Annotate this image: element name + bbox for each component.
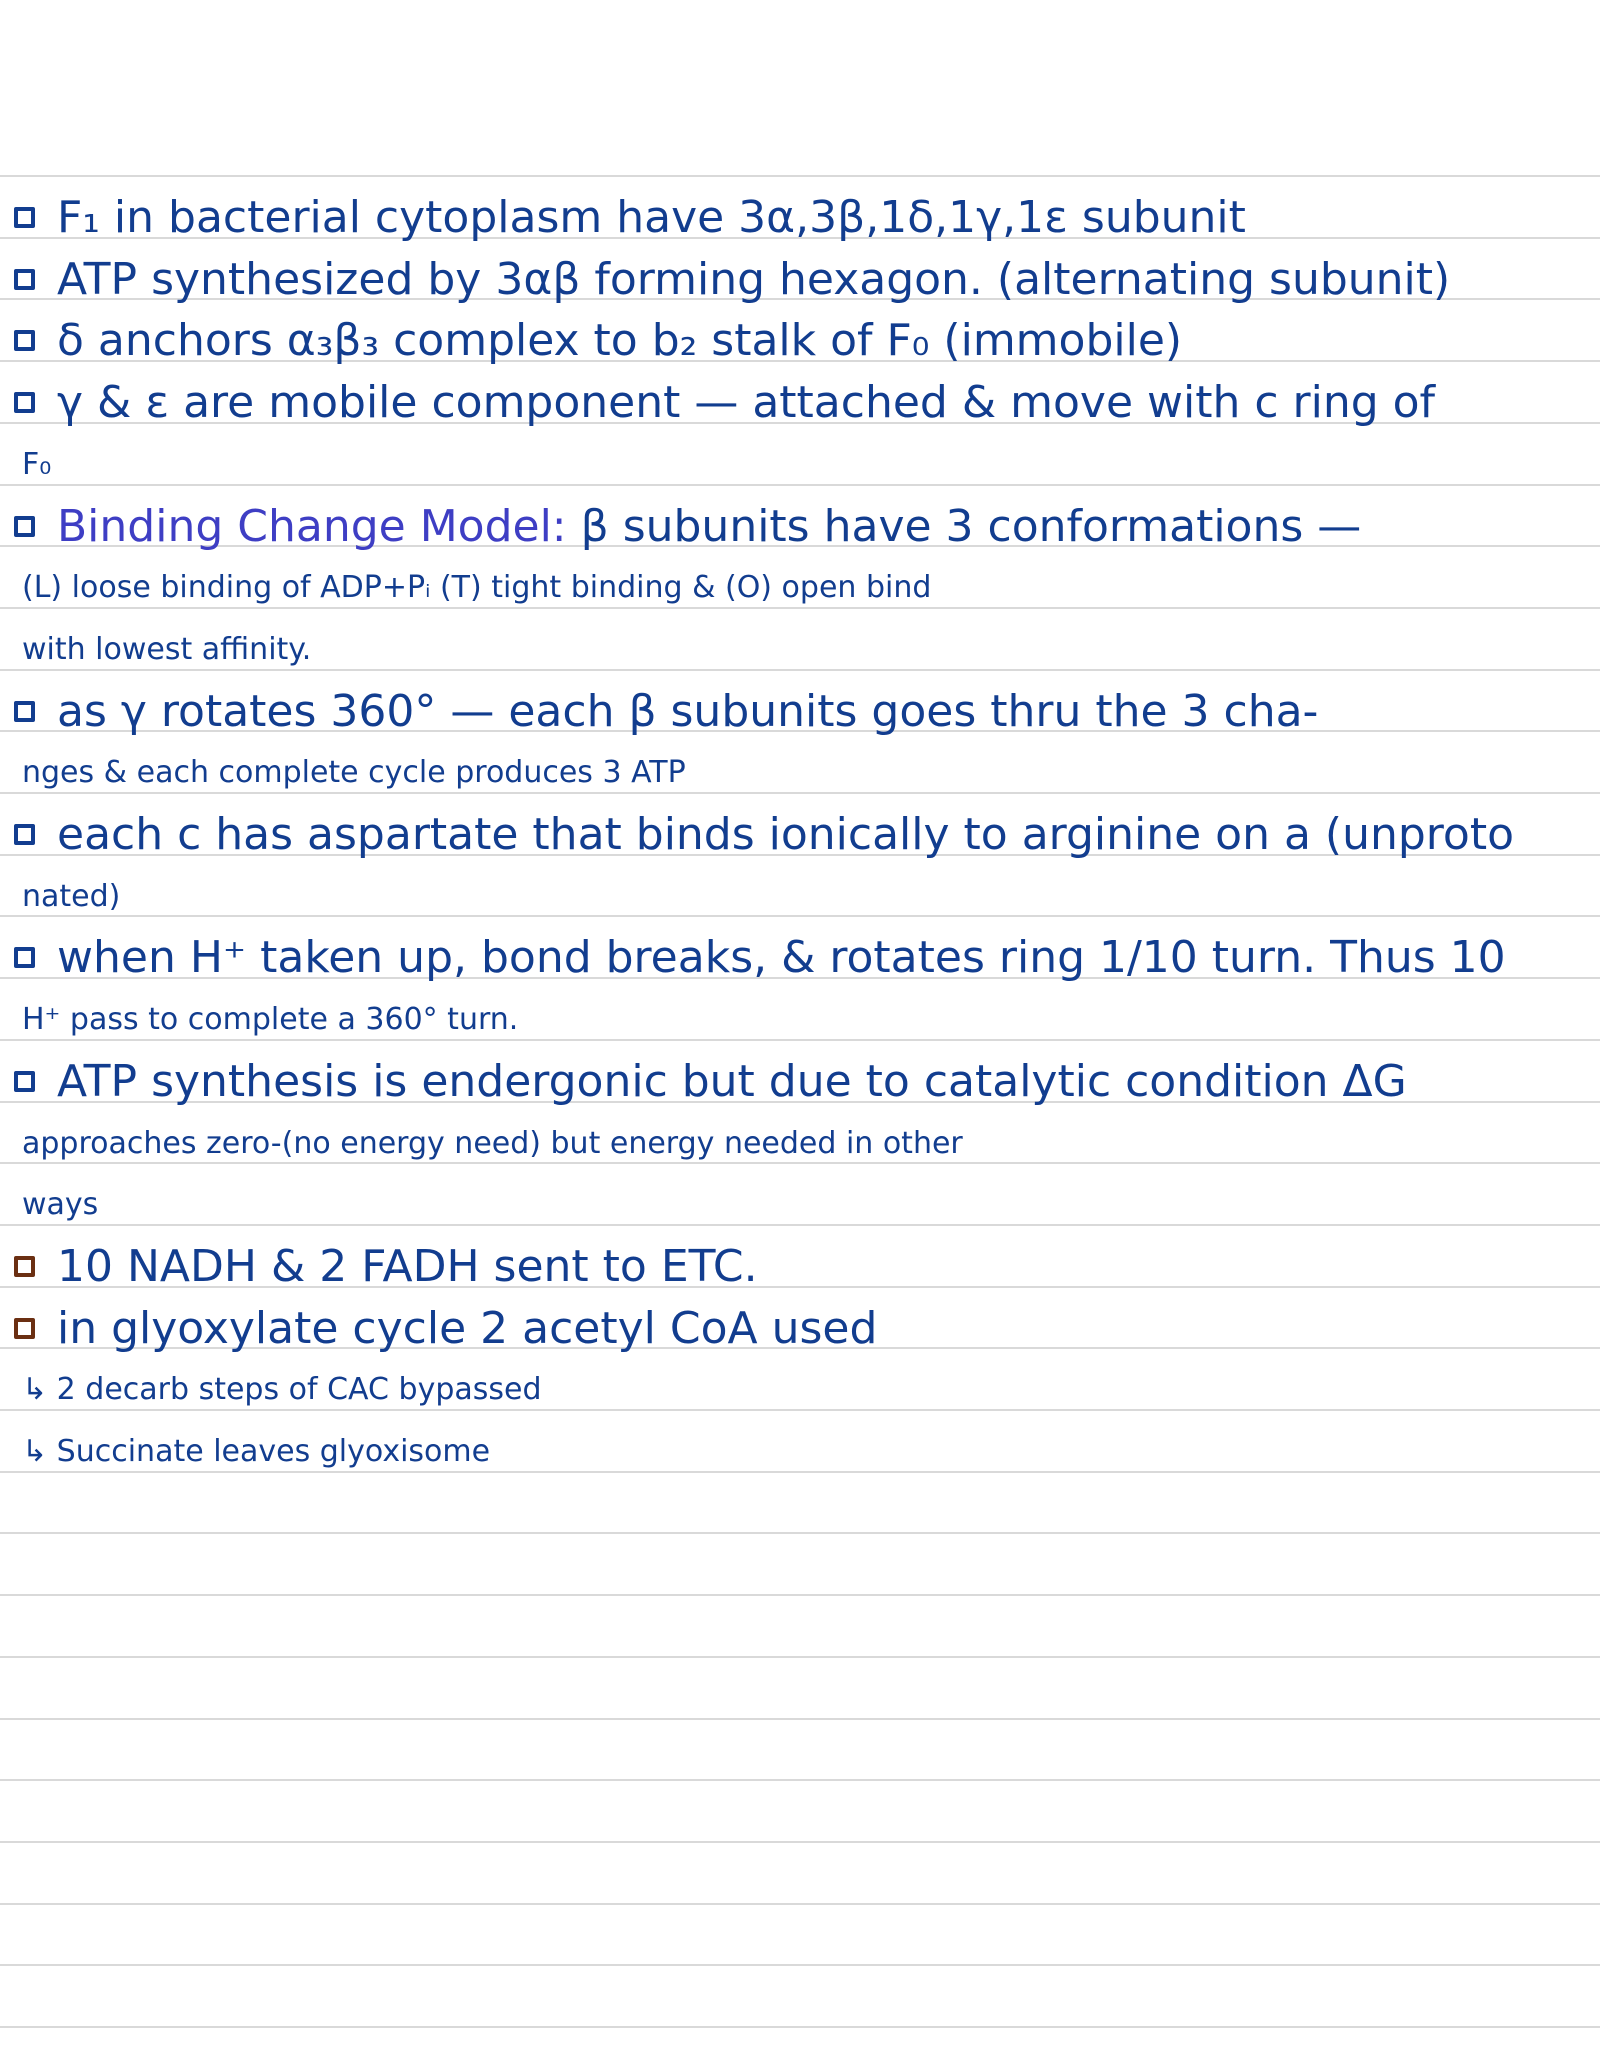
ruled-line	[0, 1656, 1600, 1658]
note-text: ways	[22, 1187, 99, 1222]
note-text: with lowest affinity.	[22, 632, 312, 667]
checkbox-bullet-icon	[14, 1256, 35, 1277]
note-continuation-line	[14, 1360, 1600, 1420]
note-bullet-line	[14, 311, 1594, 371]
note-text: F₀	[22, 447, 52, 482]
note-text: (L) loose binding of ADP+Pᵢ (T) tight binding & (O) open bind	[22, 570, 932, 605]
checkbox-bullet-icon	[14, 824, 35, 845]
note-text: H⁺ pass to complete a 360° turn.	[22, 1002, 519, 1037]
note-bullet-line	[14, 188, 1594, 248]
note-continuation-line	[14, 1422, 1600, 1482]
ruled-line	[0, 1964, 1600, 1966]
note-heading: Binding Change Model:	[57, 501, 567, 552]
note-continuation-line	[14, 1114, 1600, 1174]
note-text: ATP synthesized by 3αβ forming hexagon. (alternating subunit)	[57, 254, 1451, 305]
note-text: ↳ 2 decarb steps of CAC bypassed	[22, 1372, 542, 1407]
note-bullet-line	[14, 1237, 1594, 1297]
note-continuation-line	[14, 990, 1600, 1050]
note-continuation-line	[14, 1175, 1600, 1235]
ruled-line	[0, 2026, 1600, 2028]
checkbox-bullet-icon	[14, 207, 35, 228]
ruled-line	[0, 1903, 1600, 1905]
note-text: nated)	[22, 879, 121, 914]
note-text: F₁ in bacterial cytoplasm have 3α,3β,1δ,1γ,1ε subunit	[57, 192, 1246, 243]
note-bullet-line	[14, 1052, 1594, 1112]
note-bullet-line	[14, 373, 1594, 433]
note-text: each c has aspartate that binds ionically to arginine on a (unproto	[57, 809, 1515, 860]
note-text: approaches zero-(no energy need) but energy needed in other	[22, 1126, 963, 1161]
note-text: when H⁺ taken up, bond breaks, & rotates ring 1/10 turn. Thus 10	[57, 932, 1506, 983]
ruled-line	[0, 1594, 1600, 1596]
checkbox-bullet-icon	[14, 269, 35, 290]
ruled-line	[0, 1718, 1600, 1720]
note-continuation-line	[14, 558, 1600, 618]
checkbox-bullet-icon	[14, 1071, 35, 1092]
note-bullet-line	[14, 805, 1594, 865]
note-text: β subunits have 3 conformations —	[566, 501, 1362, 552]
note-text: δ anchors α₃β₃ complex to b₂ stalk of F₀ (immobile)	[57, 315, 1183, 366]
note-continuation-line	[14, 743, 1600, 803]
ruled-line	[0, 175, 1600, 177]
note-text: in glyoxylate cycle 2 acetyl CoA used	[57, 1303, 878, 1354]
note-text: nges & each complete cycle produces 3 ATP	[22, 755, 686, 790]
note-text: 10 NADH & 2 FADH sent to ETC.	[57, 1241, 758, 1292]
note-bullet-line	[14, 928, 1594, 988]
checkbox-bullet-icon	[14, 947, 35, 968]
note-continuation-line	[14, 435, 1600, 495]
note-bullet-line	[14, 497, 1594, 557]
ruled-line	[0, 1841, 1600, 1843]
note-continuation-line	[14, 867, 1600, 927]
note-text: γ & ε are mobile component — attached & move with c ring of	[57, 377, 1436, 428]
checkbox-bullet-icon	[14, 1318, 35, 1339]
note-continuation-line	[14, 620, 1600, 680]
checkbox-bullet-icon	[14, 392, 35, 413]
note-bullet-line	[14, 250, 1594, 310]
ruled-line	[0, 1779, 1600, 1781]
note-bullet-line	[14, 682, 1594, 742]
checkbox-bullet-icon	[14, 516, 35, 537]
note-text: as γ rotates 360° — each β subunits goes thru the 3 cha-	[57, 686, 1319, 737]
note-bullet-line	[14, 1299, 1594, 1359]
checkbox-bullet-icon	[14, 701, 35, 722]
note-text: ATP synthesis is endergonic but due to catalytic condition ΔG	[57, 1056, 1407, 1107]
ruled-line	[0, 1532, 1600, 1534]
note-text: ↳ Succinate leaves glyoxisome	[22, 1434, 491, 1469]
checkbox-bullet-icon	[14, 330, 35, 351]
